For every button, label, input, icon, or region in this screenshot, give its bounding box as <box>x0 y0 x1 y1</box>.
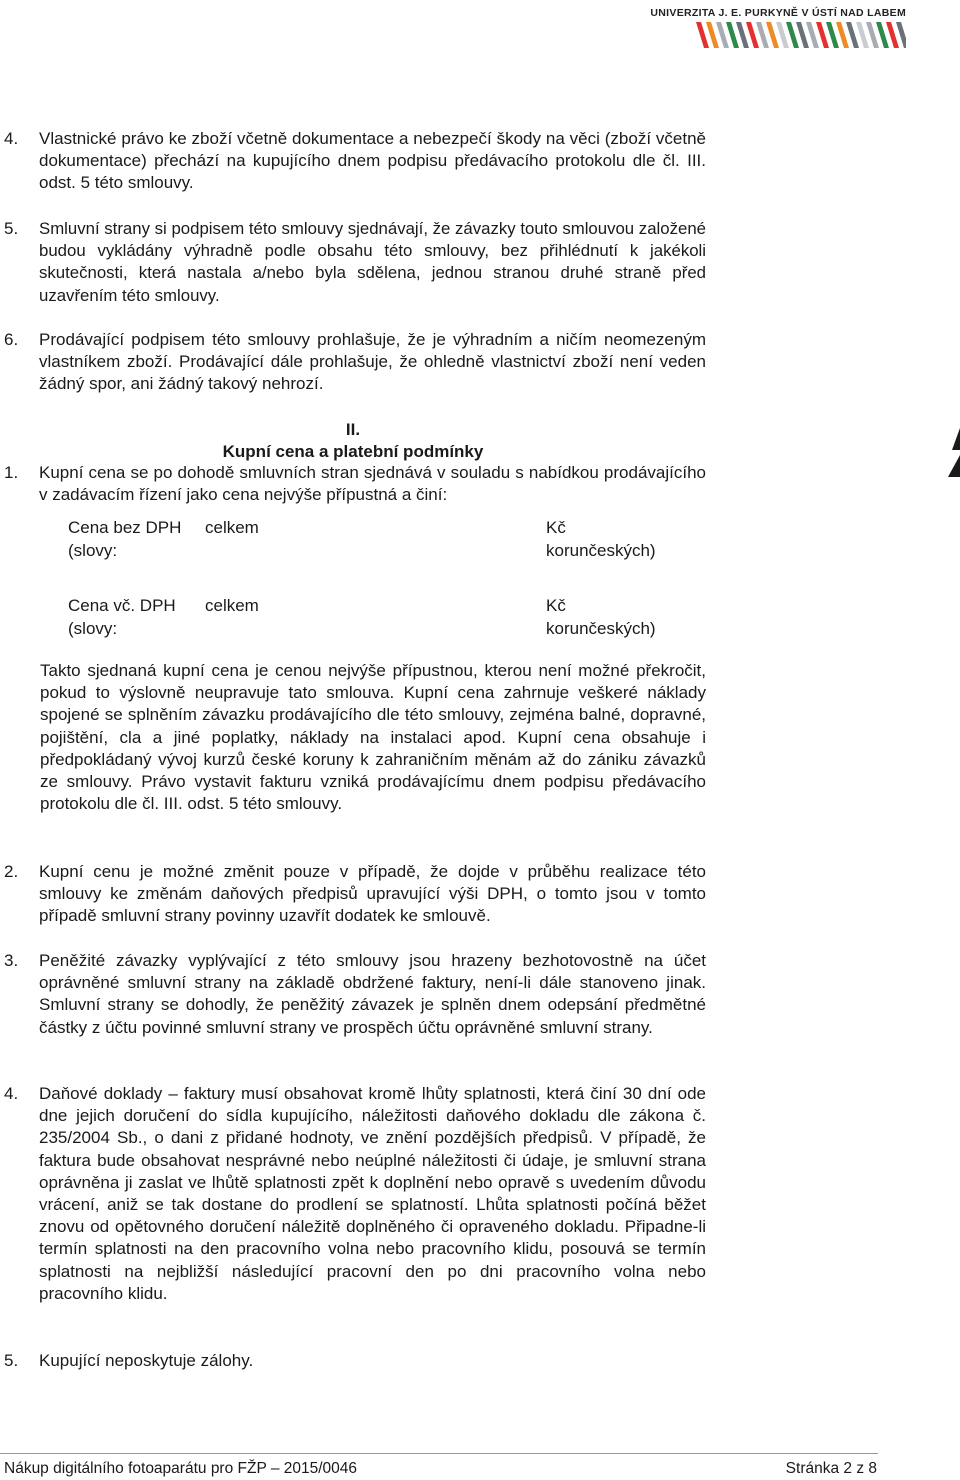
price-total-label: celkem <box>205 596 259 615</box>
clause-item <box>4 218 706 307</box>
clause-number: 5. <box>4 219 19 238</box>
footer-page-number: Stránka 2 z 8 <box>785 1460 877 1477</box>
clause-number: 1. <box>4 463 19 482</box>
clause-text: Peněžité závazky vyplývající z této smlouvy jsou hrazeny bezhotovostně na účet oprávněné smluvní strany na základě obdržené faktury, není-li dále stanoveno jinak. Smluvní strany se dohodly, že peněžitý závazek je splněn dnem odepsání předmětné částky z účtu povinné smluvní strany ve prospěch účtu oprávněné smluvní strany. <box>39 951 706 1037</box>
clause-item <box>4 329 706 396</box>
price-currency-words: korunčeských) <box>546 619 656 638</box>
price-currency: Kč <box>546 518 566 537</box>
section-title: Kupní cena a platební podmínky <box>222 442 484 461</box>
logo-stripe <box>876 22 889 48</box>
clause-item <box>4 1350 706 1372</box>
clause-text: Kupující neposkytuje zálohy. <box>39 1351 254 1370</box>
logo-text: UNIVERZITA J. E. PURKYNĚ V ÚSTÍ NAD LABEM <box>650 7 906 19</box>
logo-stripe <box>846 22 859 48</box>
logo-stripe <box>866 22 879 48</box>
logo-stripe <box>786 22 799 48</box>
clause-text: Kupní cenu je možné změnit pouze v případě, že dojde v průběhu realizace této smlouvy ke změnám daňových předpisů upravující výši DPH, o tomto jsou v tomto případě smluvní strany povinny uzavřít dodatek ke smlouvě. <box>39 862 706 926</box>
logo-stripe <box>826 22 839 48</box>
price-total-label: celkem <box>205 518 259 537</box>
logo-stripe <box>806 22 819 48</box>
clause-text: Daňové doklady – faktury musí obsahovat kromě lhůty splatnosti, která činí 30 dní ode dne jejich doručení do sídla kupujícího, náležitosti daňového dokladu dle zákona č. 235/2004 Sb., o dani z přidané hodnoty, ve znění pozdějších předpisů. V případě, že faktura bude obsahovat nesprávné nebo neúplné náležitosti či údaje, je smluvní strana oprávněna ji zaslat ve lhůtě splatnosti zpět k doplnění nebo opravě s uvedením důvodu vrácení, aniž se tak dostane do prodlení se splatností. Lhůta splatnosti počíná běžet znovu od opětovného doručení náležitě doplněného či opraveného dokladu. Připadne-li termín splatnosti na den pracovního volna nebo pracovního klidu, posouvá se termín splatnosti na nejbližší následující pracovní den po dni pracovního volna nebo pracovního klidu. <box>39 1084 706 1303</box>
clause-number: 4. <box>4 1084 19 1103</box>
footer-divider <box>0 1453 878 1454</box>
clause-text: Kupní cena se po dohodě smluvních stran sjednává v souladu s nabídkou prodávajícího v zadávacím řízení jako cena nejvýše přípustná a činí: <box>39 463 706 505</box>
university-logo <box>650 0 960 58</box>
price-explanation-paragraph: Takto sjednaná kupní cena je cenou nejvýše přípustnou, kterou není možné překročit, pokud to výslovně neupravuje tato smlouva. Kupní cena zahrnuje veškeré náklady spojené se splněním závazku prodávajícího dle této smlouvy, zejména balné, dopravné, pojištění, cla a jiné poplatky, náklady na instalaci apod. Kupní cena obsahuje i předpokládaný vývoj kurzů české koruny k zahraničním měnám až do zániku závazků ze smlouvy. Právo vystavit fakturu vzniká prodávajícímu dnem podpisu předávacího protokolu dle čl. III. odst. 5 této smlouvy. <box>40 661 706 814</box>
clause-text: Vlastnické právo ke zboží včetně dokumentace a nebezpečí škody na věci (zboží včetně dokumentace) přechází na kupujícího dnem podpisu předávacího protokolu dle čl. III. odst. 5 této smlouvy. <box>39 129 706 193</box>
clause-item <box>4 462 706 506</box>
logo-stripe <box>746 22 759 48</box>
footer-document-title: Nákup digitálního fotoaparátu pro FŽP – 2015/0046 <box>4 1460 358 1477</box>
logo-stripe <box>736 22 749 48</box>
clause-text: Prodávající podpisem této smlouvy prohlašuje, že je výhradním a ničím neomezeným vlastníkem zboží. Prodávající dále prohlašuje, že ohledně vlastnictví zboží není veden žádný spor, ani žádný takový nehrozí. <box>39 330 706 394</box>
clause-item <box>4 950 706 1039</box>
price-words-label: (slovy: <box>68 619 118 638</box>
clause-item <box>4 861 706 928</box>
logo-stripes-icon <box>696 22 906 50</box>
price-label: Cena vč. DPH <box>68 596 176 615</box>
logo-stripe <box>836 22 849 48</box>
price-words-label: (slovy: <box>68 541 118 560</box>
clause-item <box>4 1083 706 1305</box>
price-currency: Kč <box>546 596 566 615</box>
logo-stripe <box>706 22 719 48</box>
price-currency-words: korunčeských) <box>546 541 656 560</box>
section-number: II. <box>345 420 361 439</box>
logo-stripe <box>816 22 829 48</box>
price-label: Cena bez DPH <box>68 518 182 537</box>
clause-number: 6. <box>4 330 19 349</box>
logo-stripe <box>776 22 789 48</box>
logo-stripe <box>856 22 869 48</box>
corner-marker-icon <box>952 428 960 450</box>
margin-marker-icon <box>946 455 960 477</box>
logo-stripe <box>726 22 739 48</box>
logo-stripe <box>756 22 769 48</box>
logo-stripe <box>796 22 809 48</box>
clause-text: Smluvní strany si podpisem této smlouvy sjednávají, že závazky touto smlouvou založené budou vykládány výhradně podle obsahu této smlouvy, bez přihlédnutí k jakékoli skutečnosti, která nastala a/nebo byla sdělena, jednou stranou druhé straně před uzavřením této smlouvy. <box>39 219 706 305</box>
logo-stripe <box>716 22 729 48</box>
clause-number: 3. <box>4 951 19 970</box>
logo-stripe <box>886 22 899 48</box>
clause-number: 2. <box>4 862 19 881</box>
clause-item <box>4 128 706 195</box>
logo-stripe <box>766 22 779 48</box>
clause-number: 4. <box>4 129 19 148</box>
logo-stripe <box>696 22 709 48</box>
clause-number: 5. <box>4 1351 19 1370</box>
